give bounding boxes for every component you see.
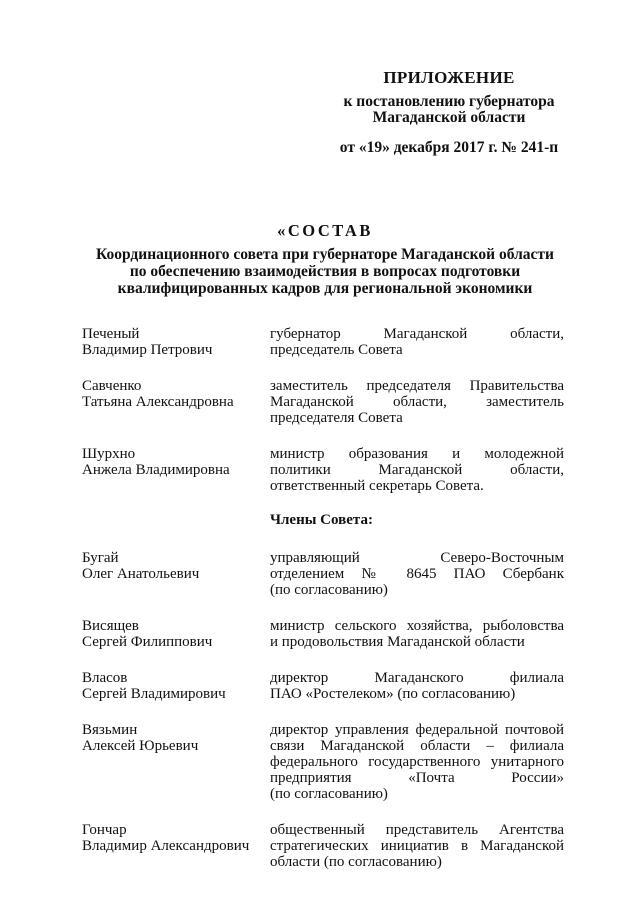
member-surname: Савченко — [82, 378, 142, 394]
position-line: (по согласованию) — [270, 582, 388, 598]
member-given-name: Татьяна Александровна — [82, 394, 234, 410]
member-position — [270, 550, 564, 598]
member-surname: Вязьмин — [82, 722, 138, 738]
position-line: (по согласованию) — [270, 786, 388, 802]
member-position — [270, 670, 564, 702]
member-row — [82, 618, 566, 650]
heading-sostav: «СОСТАВ — [277, 221, 373, 240]
position-line: министр сельского хозяйства, рыболовства — [270, 618, 564, 634]
member-surname: Шурхно — [82, 446, 136, 462]
appendix-date: от «19» декабря 2017 г. № 241-п — [339, 139, 559, 156]
position-line: губернатор Магаданской области, — [270, 326, 564, 342]
heading-line-1: Координационного совета при губернаторе Магаданской области — [96, 246, 554, 263]
position-line: и продовольствия Магаданской области — [270, 634, 525, 650]
position-line: предприятия «Почта России» — [270, 770, 564, 786]
appendix-title: ПРИЛОЖЕНИЕ — [383, 68, 515, 87]
member-position — [270, 722, 564, 802]
position-line: отделением № 8645 ПАО Сбербанк — [270, 566, 564, 582]
position-line: председатель Совета — [270, 342, 403, 358]
member-given-name: Алексей Юрьевич — [82, 738, 199, 754]
position-line: области (по согласованию) — [270, 854, 442, 870]
member-surname: Власов — [82, 670, 128, 686]
position-line: директор управления федеральной почтовой — [270, 722, 564, 738]
member-name — [82, 822, 270, 870]
member-name — [82, 378, 270, 426]
member-row — [82, 446, 566, 494]
position-line: связи Магаданской области – филиала — [270, 738, 564, 754]
heading-line-3: квалифицированных кадров для региональной экономики — [117, 280, 533, 297]
member-given-name: Олег Анатольевич — [82, 566, 200, 582]
position-line: политики Магаданской области, — [270, 462, 564, 478]
member-name — [82, 326, 270, 358]
document-heading — [80, 222, 570, 297]
position-line: ПАО «Ростелеком» (по согласованию) — [270, 686, 516, 702]
member-name — [82, 618, 270, 650]
members-section-label: Члены Совета: — [270, 512, 373, 528]
member-name — [82, 722, 270, 802]
member-position — [270, 326, 564, 358]
position-line: стратегических инициатив в Магаданской — [270, 838, 564, 854]
member-position — [270, 446, 564, 494]
member-position — [270, 618, 564, 650]
position-line: Магаданской области, заместитель — [270, 394, 564, 410]
member-name — [82, 446, 270, 494]
member-row — [82, 722, 566, 802]
member-surname: Гончар — [82, 822, 127, 838]
member-surname: Висящев — [82, 618, 139, 634]
position-line: ответственный секретарь Совета. — [270, 478, 484, 494]
member-row — [82, 378, 566, 426]
member-position — [270, 378, 564, 426]
appendix-block — [334, 70, 564, 156]
member-surname: Печеный — [82, 326, 140, 342]
council-composition — [82, 326, 566, 890]
member-given-name: Владимир Александрович — [82, 838, 250, 854]
member-given-name: Анжела Владимировна — [82, 462, 230, 478]
position-line: директор Магаданского филиала — [270, 670, 564, 686]
member-surname: Бугай — [82, 550, 119, 566]
member-given-name: Сергей Филиппович — [82, 634, 213, 650]
member-name — [82, 550, 270, 598]
member-name — [82, 670, 270, 702]
member-given-name: Сергей Владимирович — [82, 686, 226, 702]
position-line: председателя Совета — [270, 410, 403, 426]
position-line: общественный представитель Агентства — [270, 822, 564, 838]
member-given-name: Владимир Петрович — [82, 342, 213, 358]
member-row — [82, 822, 566, 870]
position-line: заместитель председателя Правительства — [270, 378, 564, 394]
appendix-line-1: к постановлению губернатора — [343, 93, 555, 110]
member-row — [82, 326, 566, 358]
heading-line-2: по обеспечению взаимодействия в вопросах подготовки — [129, 263, 521, 280]
position-line: министр образования и молодежной — [270, 446, 564, 462]
position-line: федерального государственного унитарного — [270, 754, 564, 770]
member-row — [82, 550, 566, 598]
position-line: управляющий Северо-Восточным — [270, 550, 564, 566]
member-row — [82, 670, 566, 702]
appendix-line-2: Магаданской области — [372, 109, 526, 126]
member-position — [270, 822, 564, 870]
